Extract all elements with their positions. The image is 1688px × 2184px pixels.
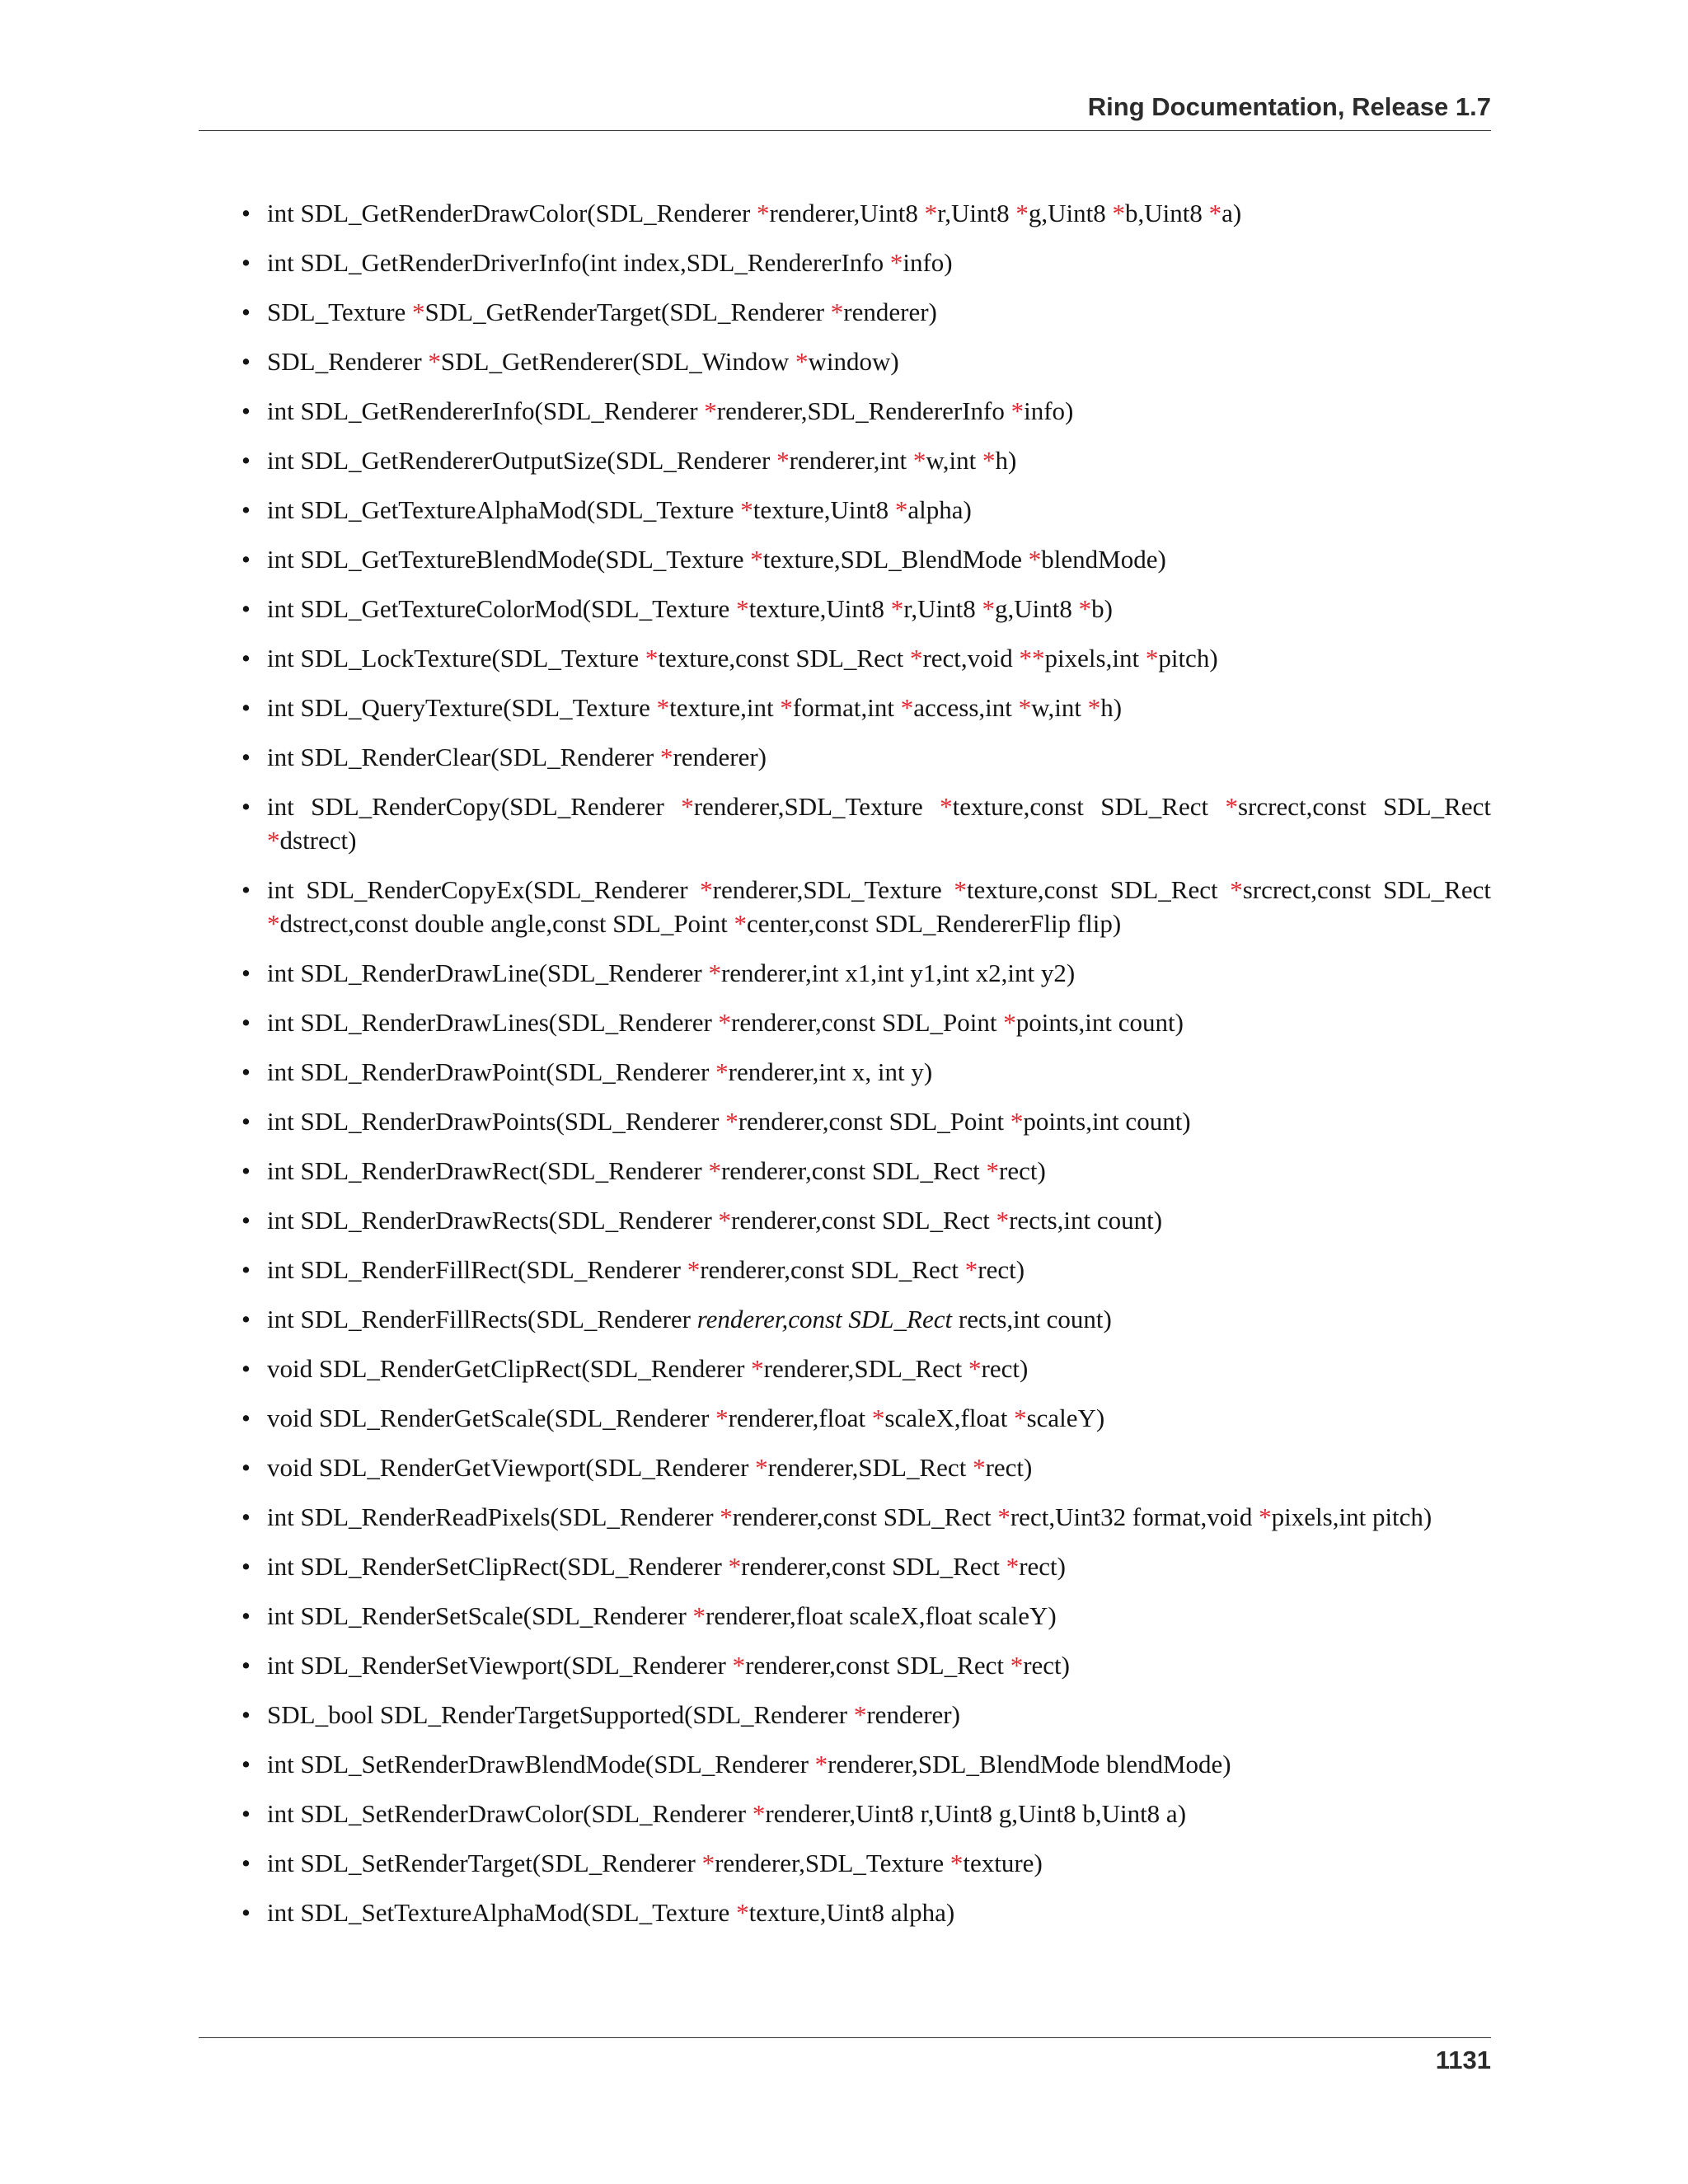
- function-signature: [267, 1104, 1491, 1138]
- signature-text: texture,Uint8: [753, 495, 895, 524]
- list-item: [199, 1698, 1491, 1732]
- signature-text: renderer,int x, int y): [728, 1057, 933, 1086]
- function-signature: [267, 956, 1491, 990]
- signature-text: points,int count): [1023, 1107, 1191, 1136]
- signature-text: int SDL_GetRendererOutputSize(SDL_Renderer: [267, 446, 777, 475]
- function-signature: [267, 691, 1491, 724]
- bullet-icon: •: [241, 1750, 251, 1779]
- signature-text: texture,int: [669, 693, 781, 722]
- signature-text: h): [1100, 693, 1123, 722]
- pointer-asterisk: *: [996, 1206, 1010, 1235]
- pointer-asterisk: *: [982, 594, 995, 623]
- bullet-icon: •: [241, 298, 251, 326]
- signature-text: int SDL_RenderFillRects(SDL_Renderer: [267, 1305, 697, 1333]
- pointer-asterisk: *: [659, 743, 673, 771]
- list-item: [199, 1352, 1491, 1385]
- signature-text: rect): [978, 1255, 1025, 1284]
- signature-text: scaleX,float: [884, 1404, 1015, 1432]
- signature-text: pixels,int pitch): [1271, 1502, 1432, 1531]
- pointer-asterisk: *: [1006, 1552, 1020, 1581]
- function-signature: [267, 592, 1491, 626]
- function-signature: [267, 394, 1491, 428]
- signature-text: void SDL_RenderGetClipRect(SDL_Renderer: [267, 1354, 752, 1383]
- list-item: [199, 196, 1491, 230]
- pointer-asterisk: *: [909, 644, 923, 673]
- function-signature: [267, 873, 1491, 940]
- bullet-icon: •: [241, 1552, 251, 1581]
- signature-text: int SDL_RenderDrawRects(SDL_Renderer: [267, 1206, 719, 1235]
- bullet-icon: •: [241, 1206, 251, 1235]
- signature-text: int SDL_RenderCopyEx(SDL_Renderer: [267, 875, 701, 904]
- bullet-icon: •: [241, 396, 251, 425]
- signature-text: renderer,const SDL_Point: [731, 1008, 1004, 1037]
- signature-text: g,Uint8: [1028, 199, 1113, 227]
- pointer-asterisk: *: [890, 594, 904, 623]
- bullet-icon: •: [241, 1651, 251, 1680]
- pointer-asterisk: *: [734, 909, 748, 938]
- list-item: [199, 740, 1491, 774]
- bullet-icon: •: [241, 1601, 251, 1630]
- function-signature: [267, 740, 1491, 774]
- pointer-asterisk: *: [1014, 1404, 1027, 1432]
- pointer-asterisk: *: [656, 693, 670, 722]
- pointer-asterisk: *: [751, 1354, 764, 1383]
- pointer-asterisk: *: [725, 1107, 738, 1136]
- list-item: [199, 1500, 1491, 1534]
- bullet-icon: •: [241, 1700, 251, 1729]
- bullet-icon: •: [241, 1008, 251, 1037]
- pointer-asterisk: *: [715, 1057, 729, 1086]
- bullet-icon: •: [241, 594, 251, 623]
- function-signature: [267, 246, 1491, 279]
- function-signature: [267, 196, 1491, 230]
- signature-text: rects,int count): [1009, 1206, 1163, 1235]
- function-signature: [267, 295, 1491, 329]
- list-item: [199, 873, 1491, 940]
- list-item: [199, 1451, 1491, 1484]
- signature-text: int SDL_GetRenderDrawColor(SDL_Renderer: [267, 199, 757, 227]
- signature-text: pitch): [1158, 644, 1218, 673]
- bullet-icon: •: [241, 1107, 251, 1136]
- pointer-asterisk: *: [681, 792, 694, 821]
- signature-text: points,int count): [1015, 1008, 1184, 1037]
- signature-text: int SDL_SetTextureAlphaMod(SDL_Texture: [267, 1898, 737, 1927]
- pointer-asterisk: *: [973, 1453, 986, 1482]
- pointer-asterisk: *: [728, 1552, 742, 1581]
- pointer-asterisk: *: [736, 1898, 749, 1927]
- signature-text: b,Uint8: [1124, 199, 1209, 227]
- list-item: [199, 1648, 1491, 1682]
- bullet-icon: •: [241, 248, 251, 277]
- signature-text: int SDL_RenderDrawPoint(SDL_Renderer: [267, 1057, 716, 1086]
- pointer-asterisk: **: [1019, 644, 1045, 673]
- signature-text: renderer,int x1,int y1,int x2,int y2): [720, 958, 1076, 987]
- function-signature: [267, 1549, 1491, 1583]
- list-item: [199, 1846, 1491, 1880]
- list-item: [199, 956, 1491, 990]
- signature-text: renderer,const SDL_Rect: [731, 1206, 996, 1235]
- signature-text: blendMode): [1041, 545, 1166, 574]
- pointer-asterisk: *: [1078, 594, 1092, 623]
- function-signature: [267, 1451, 1491, 1484]
- signature-text: int SDL_RenderSetScale(SDL_Renderer: [267, 1601, 693, 1630]
- pointer-asterisk: *: [795, 347, 809, 376]
- function-signature: [267, 443, 1491, 477]
- footer-rule: [199, 2037, 1491, 2038]
- list-item: [199, 344, 1491, 378]
- pointer-asterisk: *: [692, 1601, 706, 1630]
- list-item: [199, 1747, 1491, 1781]
- signature-text: int SDL_RenderCopy(SDL_Renderer: [267, 792, 682, 821]
- pointer-asterisk: *: [853, 1700, 867, 1729]
- signature-text: a): [1221, 199, 1242, 227]
- pointer-asterisk: *: [708, 958, 721, 987]
- header-rule: [199, 130, 1491, 131]
- signature-text: texture,Uint8 alpha): [748, 1898, 955, 1927]
- function-signature: [267, 344, 1491, 378]
- signature-text: int SDL_GetTextureAlphaMod(SDL_Texture: [267, 495, 741, 524]
- bullet-icon: •: [241, 1354, 251, 1383]
- signature-text: renderer,SDL_Texture: [712, 875, 954, 904]
- signature-text: int SDL_RenderSetClipRect(SDL_Renderer: [267, 1552, 729, 1581]
- signature-text: alpha): [907, 495, 972, 524]
- signature-text: int SDL_SetRenderTarget(SDL_Renderer: [267, 1849, 702, 1877]
- pointer-asterisk: *: [718, 1206, 732, 1235]
- function-signature: [267, 1698, 1491, 1732]
- signature-text: renderer,SDL_RendererInfo: [716, 396, 1011, 425]
- list-item: [199, 691, 1491, 724]
- pointer-asterisk: *: [982, 446, 996, 475]
- bullet-icon: •: [241, 644, 251, 673]
- signature-text: dstrect,const double angle,const SDL_Point: [279, 909, 734, 938]
- list-item: [199, 1797, 1491, 1830]
- function-signature: [267, 1005, 1491, 1039]
- pointer-asterisk: *: [940, 792, 953, 821]
- pointer-asterisk: *: [894, 495, 908, 524]
- signature-text: srcrect,const SDL_Rect: [1237, 792, 1491, 821]
- list-item: [199, 1896, 1491, 1929]
- function-signature: [267, 1302, 1491, 1336]
- list-item: [199, 1055, 1491, 1089]
- signature-text: SDL_Texture: [267, 298, 413, 326]
- signature-text: SDL_GetRenderer(SDL_Window: [440, 347, 796, 376]
- bullet-icon: •: [241, 792, 251, 821]
- pointer-asterisk: *: [1087, 693, 1101, 722]
- pointer-asterisk: *: [757, 199, 770, 227]
- list-item: [199, 790, 1491, 857]
- signature-text: pixels,int: [1044, 644, 1146, 673]
- signature-text: int SDL_GetTextureColorMod(SDL_Texture: [267, 594, 737, 623]
- signature-text: r,Uint8: [937, 199, 1016, 227]
- signature-text: renderer): [866, 1700, 960, 1729]
- signature-text: texture,const SDL_Rect: [658, 644, 910, 673]
- function-signature: [267, 1154, 1491, 1188]
- signature-text: renderer,int: [789, 446, 913, 475]
- signature-text: int SDL_GetTextureBlendMode(SDL_Texture: [267, 545, 751, 574]
- signature-text: renderer): [673, 743, 767, 771]
- function-signature: [267, 1203, 1491, 1237]
- signature-text: int SDL_RenderDrawLines(SDL_Renderer: [267, 1008, 719, 1037]
- bullet-icon: •: [241, 1305, 251, 1333]
- pointer-asterisk: *: [1028, 545, 1042, 574]
- pointer-asterisk: *: [830, 298, 844, 326]
- signature-text: int SDL_QueryTexture(SDL_Texture: [267, 693, 657, 722]
- list-item: [199, 1005, 1491, 1039]
- signature-text: int SDL_SetRenderDrawBlendMode(SDL_Renderer: [267, 1750, 815, 1779]
- pointer-asterisk: *: [1010, 396, 1025, 425]
- list-item: [199, 641, 1491, 675]
- signature-text: access,int: [913, 693, 1019, 722]
- signature-text: rect): [1019, 1552, 1066, 1581]
- list-item: [199, 443, 1491, 477]
- signature-text: SDL_bool SDL_RenderTargetSupported(SDL_Renderer: [267, 1700, 854, 1729]
- pointer-asterisk: *: [1208, 199, 1222, 227]
- signature-text: rects,int count): [952, 1305, 1112, 1333]
- function-signature: [267, 1253, 1491, 1286]
- signature-text: renderer,SDL_Rect: [763, 1354, 969, 1383]
- page-number: 1131: [1435, 2046, 1491, 2074]
- pointer-asterisk: *: [871, 1404, 885, 1432]
- signature-text: dstrect): [279, 826, 357, 855]
- list-item: [199, 1104, 1491, 1138]
- signature-text: rect,Uint32 format,void: [1010, 1502, 1259, 1531]
- pointer-asterisk: *: [1010, 1107, 1024, 1136]
- signature-text: renderer,SDL_BlendMode blendMode): [828, 1750, 1231, 1779]
- bullet-icon: •: [241, 875, 251, 904]
- signature-text: rect): [999, 1156, 1046, 1185]
- bullet-icon: •: [241, 1849, 251, 1877]
- signature-text: h): [995, 446, 1017, 475]
- list-item: [199, 1599, 1491, 1633]
- signature-text: int SDL_LockTexture(SDL_Texture: [267, 644, 645, 673]
- signature-text: int SDL_RenderReadPixels(SDL_Renderer: [267, 1502, 720, 1531]
- function-signature: [267, 493, 1491, 527]
- signature-text: renderer,Uint8 r,Uint8 g,Uint8 b,Uint8 a): [765, 1799, 1187, 1828]
- signature-text: renderer,SDL_Texture: [693, 792, 940, 821]
- bullet-icon: •: [241, 1404, 251, 1432]
- pointer-asterisk: *: [645, 644, 659, 673]
- bullet-icon: •: [241, 1453, 251, 1482]
- pointer-asterisk: *: [1225, 792, 1238, 821]
- pointer-asterisk: *: [428, 347, 441, 376]
- pointer-asterisk: *: [687, 1255, 701, 1284]
- signature-text: w,int: [1031, 693, 1088, 722]
- list-item: [199, 1203, 1491, 1237]
- signature-text: b): [1091, 594, 1113, 623]
- signature-text: scaleY): [1026, 1404, 1105, 1432]
- function-signature: [267, 1352, 1491, 1385]
- signature-text: int SDL_GetRenderDriverInfo(int index,SDL_RendererInfo: [267, 248, 890, 277]
- pointer-asterisk: *: [750, 545, 763, 574]
- signature-text: renderer): [843, 298, 937, 326]
- pointer-asterisk: *: [1145, 644, 1159, 673]
- signature-text: texture,Uint8: [748, 594, 891, 623]
- function-signature-list: [199, 196, 1491, 1929]
- signature-text: renderer,const SDL_Point: [738, 1107, 1010, 1136]
- pointer-asterisk: *: [715, 1404, 729, 1432]
- pointer-asterisk: *: [900, 693, 914, 722]
- bullet-icon: •: [241, 743, 251, 771]
- pointer-asterisk: *: [997, 1502, 1010, 1531]
- signature-text: renderer,float scaleX,float scaleY): [706, 1601, 1057, 1630]
- pointer-asterisk: *: [1015, 199, 1029, 227]
- pointer-asterisk: *: [889, 248, 903, 277]
- pointer-asterisk: *: [1003, 1008, 1016, 1037]
- signature-text: int SDL_RenderDrawLine(SDL_Renderer: [267, 958, 709, 987]
- main-content: [199, 196, 1491, 1945]
- bullet-icon: •: [241, 545, 251, 574]
- pointer-asterisk: *: [701, 1849, 715, 1877]
- signature-text: texture): [963, 1849, 1043, 1877]
- list-item: [199, 1401, 1491, 1435]
- function-signature: [267, 1846, 1491, 1880]
- signature-text: renderer,const SDL_Rect: [700, 1255, 965, 1284]
- pointer-asterisk: *: [986, 1156, 1000, 1185]
- bullet-icon: •: [241, 199, 251, 227]
- bullet-icon: •: [241, 1255, 251, 1284]
- signature-text: texture,const SDL_Rect: [966, 875, 1231, 904]
- pointer-asterisk: *: [732, 1651, 746, 1680]
- signature-text: int SDL_RenderSetViewport(SDL_Renderer: [267, 1651, 733, 1680]
- pointer-asterisk: *: [1230, 875, 1243, 904]
- function-signature: [267, 1896, 1491, 1929]
- signature-text: r,Uint8: [903, 594, 982, 623]
- bullet-icon: •: [241, 347, 251, 376]
- function-signature: [267, 790, 1491, 857]
- function-signature: [267, 1599, 1491, 1633]
- bullet-icon: •: [241, 446, 251, 475]
- signature-text: int SDL_RenderFillRect(SDL_Renderer: [267, 1255, 687, 1284]
- list-item: [199, 1302, 1491, 1336]
- signature-text: int SDL_SetRenderDrawColor(SDL_Renderer: [267, 1799, 753, 1828]
- pointer-asterisk: *: [267, 826, 280, 855]
- list-item: [199, 592, 1491, 626]
- signature-text: srcrect,const SDL_Rect: [1242, 875, 1491, 904]
- function-signature: [267, 1500, 1491, 1534]
- pointer-asterisk: *: [924, 199, 938, 227]
- pointer-asterisk: *: [1112, 199, 1125, 227]
- signature-text: int SDL_RenderClear(SDL_Renderer: [267, 743, 660, 771]
- signature-text: renderer,SDL_Texture: [715, 1849, 950, 1877]
- signature-text: format,int: [792, 693, 901, 722]
- signature-text: renderer,Uint8: [769, 199, 925, 227]
- pointer-asterisk: *: [780, 693, 793, 722]
- signature-text: renderer,const SDL_Rect: [732, 1502, 998, 1531]
- signature-text: renderer,const SDL_Rect: [720, 1156, 987, 1185]
- pointer-asterisk: *: [740, 495, 753, 524]
- bullet-icon: •: [241, 1057, 251, 1086]
- pointer-asterisk: *: [776, 446, 790, 475]
- list-item: [199, 295, 1491, 329]
- pointer-asterisk: *: [968, 1354, 982, 1383]
- function-signature: [267, 542, 1491, 576]
- bullet-icon: •: [241, 495, 251, 524]
- signature-text: SDL_Renderer: [267, 347, 429, 376]
- signature-text: texture,SDL_BlendMode: [762, 545, 1029, 574]
- signature-text: int SDL_RenderDrawPoints(SDL_Renderer: [267, 1107, 726, 1136]
- signature-text: window): [808, 347, 899, 376]
- list-item: [199, 1154, 1491, 1188]
- pointer-asterisk: *: [752, 1799, 766, 1828]
- signature-text: int SDL_GetRendererInfo(SDL_Renderer: [267, 396, 705, 425]
- function-signature: [267, 1055, 1491, 1089]
- pointer-asterisk: *: [964, 1255, 978, 1284]
- signature-text: center,const SDL_RendererFlip flip): [747, 909, 1122, 938]
- function-signature: [267, 1797, 1491, 1830]
- pointer-asterisk: *: [704, 396, 717, 425]
- pointer-asterisk: *: [1018, 693, 1032, 722]
- signature-text: renderer,float: [728, 1404, 872, 1432]
- signature-text: rect): [1023, 1651, 1070, 1680]
- function-signature: [267, 641, 1491, 675]
- bullet-icon: •: [241, 1502, 251, 1531]
- function-signature: [267, 1747, 1491, 1781]
- pointer-asterisk: *: [412, 298, 425, 326]
- signature-text: renderer,SDL_Rect: [767, 1453, 973, 1482]
- signature-text: renderer,const SDL_Rect: [745, 1651, 1010, 1680]
- signature-text: void SDL_RenderGetScale(SDL_Renderer: [267, 1404, 716, 1432]
- signature-text: info): [903, 248, 953, 277]
- list-item: [199, 1549, 1491, 1583]
- pointer-asterisk: *: [950, 1849, 964, 1877]
- signature-text: texture,const SDL_Rect: [952, 792, 1226, 821]
- signature-text: void SDL_RenderGetViewport(SDL_Renderer: [267, 1453, 756, 1482]
- list-item: [199, 542, 1491, 576]
- function-signature: [267, 1648, 1491, 1682]
- bullet-icon: •: [241, 1898, 251, 1927]
- pointer-asterisk: *: [755, 1453, 768, 1482]
- signature-text: w,int: [926, 446, 982, 475]
- pointer-asterisk: *: [912, 446, 926, 475]
- signature-text: rect,void: [922, 644, 1020, 673]
- signature-text: info): [1024, 396, 1074, 425]
- signature-text: int SDL_RenderDrawRect(SDL_Renderer: [267, 1156, 709, 1185]
- bullet-icon: •: [241, 693, 251, 722]
- emphasized-text: renderer,const SDL_Rect: [696, 1305, 953, 1333]
- pointer-asterisk: *: [720, 1502, 733, 1531]
- signature-text: SDL_GetRenderTarget(SDL_Renderer: [424, 298, 831, 326]
- bullet-icon: •: [241, 958, 251, 987]
- bullet-icon: •: [241, 1156, 251, 1185]
- signature-text: renderer,const SDL_Rect: [741, 1552, 1006, 1581]
- pointer-asterisk: *: [708, 1156, 721, 1185]
- pointer-asterisk: *: [954, 875, 967, 904]
- function-signature: [267, 1401, 1491, 1435]
- list-item: [199, 493, 1491, 527]
- signature-text: g,Uint8: [994, 594, 1079, 623]
- pointer-asterisk: *: [736, 594, 749, 623]
- signature-text: rect): [981, 1354, 1029, 1383]
- pointer-asterisk: *: [1259, 1502, 1272, 1531]
- list-item: [199, 1253, 1491, 1286]
- pointer-asterisk: *: [267, 909, 280, 938]
- page-header: Ring Documentation, Release 1.7: [1087, 92, 1491, 121]
- list-item: [199, 394, 1491, 428]
- list-item: [199, 246, 1491, 279]
- pointer-asterisk: *: [1010, 1651, 1024, 1680]
- signature-text: rect): [985, 1453, 1033, 1482]
- pointer-asterisk: *: [718, 1008, 732, 1037]
- bullet-icon: •: [241, 1799, 251, 1828]
- pointer-asterisk: *: [700, 875, 713, 904]
- pointer-asterisk: *: [814, 1750, 828, 1779]
